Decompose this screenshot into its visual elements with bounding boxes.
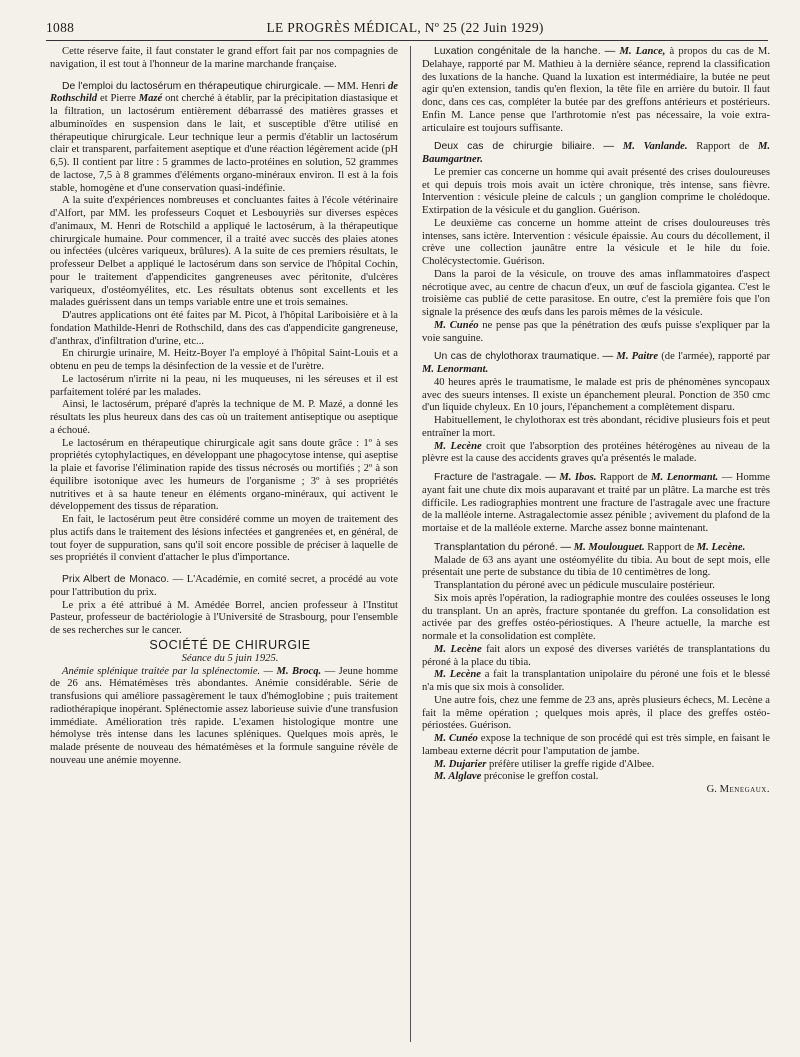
paragraph: Malade de 63 ans ayant une ostéomyélite du tibia. Au bout de sept mois, elle présentait une perte de substance du tibia de 10 centimètres de long. [422,554,770,579]
text: — Homme ayant fait une chute dix mois auparavant et traité par un plâtre. La marche est très difficile. Les radiographies montrent une fracture de l'astragale avec une fracture de la malléole interne. Astragalectomie assez pénible ; avivement du plafond de la mortaise et de la malléole externe. Marche assez bonne maintenant. [422,472,770,534]
paragraph [422,771,770,784]
running-title: LE PROGRÈS MÉDICAL, Nº 25 (22 Juin 1929) [266,20,544,35]
text: — Jeune homme de 26 ans. Hématémèses très abondantes. Anémie considérable. Série de transfusions qui améliore passagèrement le taux d'hémoglobine ; puis traitement radiothérapique inopérant. Splénectomie assez laborieuse suivie d'une transfusion immédiate. Amélioration très rapide. L'examen histologique montre une hémolyse très intense dans les lacunes spléniques. Quelques mois après, le malade présente de nouveau des hématémèses et la formule sanguine révèle de nouveau une anémie moyenne. [50,665,398,766]
text: et Pierre [97,93,139,105]
author-name: M. Lenormant. [422,364,489,375]
author-name: M. Baumgartner. [422,141,770,165]
article-biliaire [422,141,770,167]
paragraph: D'autres applications ont été faites par M. Picot, à l'hôpital Lariboisière et à la fondation Mathilde-Henri de Rothschild, dans des cas d'appendicite gangreneuse, d'anthrax, d'infiltration d'urine, etc... [50,310,398,347]
author-name: Mazé [138,93,163,105]
text: expose la technique de son procédé qui est très simple, en faisant le lambeau externe décrit pour l'amputation de jambe. [422,733,770,757]
article-heading: Prix Albert de Monaco. [62,574,170,585]
left-column [50,46,398,1046]
paragraph: Une autre fois, chez une femme de 23 ans, après plusieurs échecs, M. Lecène a fait la même opération ; quelques mois après, il place des greffes ostéo-périostées. Guérison. [422,694,770,732]
author-name: — M. Lance, [600,46,666,57]
author-name: — M. Paitre [599,351,659,363]
paragraph: Ainsi, le lactosérum, préparé d'après la technique de M. P. Mazé, a donné les résultats les plus heureux dans des cas où un traitement antiseptique ou aseptique a échoué. [50,399,398,436]
text: ne pense pas que la pénétration des œufs puisse s'expliquer par la voie sanguine. [422,319,770,344]
article-luxation [422,46,770,135]
paragraph: Le deuxième cas concerne un homme atteint de crises douloureuses très intenses, sans ictère. Intervention : vésicule épaissie. Au cours du décollement, il crève une collection jaunâtre entre la vésicule et le hile du foie. Cholécystectomie. Guérison. [422,217,770,267]
page-number: 1088 [46,20,75,35]
author-name: M. Lenormant. [651,472,719,483]
author-name: M. Lecène [434,643,482,655]
signature [422,784,770,797]
author-name: M. Cunéo [434,319,479,331]
paragraph [422,733,770,759]
article-heading: Un cas de chylothorax traumatique. [434,351,600,363]
article-anemie [50,666,398,768]
article-lactoserum [50,81,398,196]
article-astragale [422,472,770,536]
paragraph: En chirurgie urinaire, M. Heitz-Boyer l'a employé à l'hôpital Saint-Louis et a obtenu en peu de temps la désinfection de la vessie et de l'urètre. [50,348,398,372]
text: préconise le greffon costal. [481,771,599,783]
paragraph: Dans la paroi de la vésicule, on trouve des amas inflammatoires d'aspect nécrotique avec, au centre de chacun d'eux, un œuf de fasciola gigantea. C'est le troisième cas publié de cette parasitose. En outre, c'est la première fois que l'on signale la présence des œufs dans les parois mêmes de la vésicule. [422,268,770,318]
text: Rapport de [644,541,697,553]
author-name: M. Lecène. [696,541,746,553]
author-name: de Rothschild [50,80,398,105]
paragraph [422,759,770,772]
author-name: M. Lecène [434,440,482,452]
page-header [46,20,768,36]
text: Rapport de [596,472,652,483]
section-subtitle: Séance du 5 juin 1925. [181,652,279,664]
paragraph: Habituellement, le chylothorax est très abondant, récidive plusieurs fois et peut entraîner la mort. [422,415,770,439]
article-heading: Anémie splénique traitée par la splénectomie. — [62,665,274,677]
paragraph [422,441,770,467]
article-heading: Deux cas de chirurgie biliaire. [434,141,595,153]
text: a fait la transplantation unipolaire du péroné une fois et le blessé n'a mis que six mois à consolider. [422,669,770,693]
author-name: — M. Ibos. [541,472,597,483]
paragraph: Le lactosérum en thérapeutique chirurgicale agit sans doute grâce : 1º à ses propriétés cytophylactiques, en développant une phagocytose intense, qui aseptise la plaie et favorise l'élimination rapide des tissus nécrosés ou mortifiés ; 2º à son équilibre isotonique avec les humeurs de l'organisme ; 3º à ses propriétés nutritives et à sa haute teneur en éléments organo-minéraux, qui activent le développement des tissus de réparation. [50,437,398,513]
paragraph: Le prix a été attribué à M. Amédée Borrel, ancien professeur à l'Institut Pasteur, professeur de bactériologie à l'Université de Strasbourg, pour l'ensemble de ses recherches sur le cancer. [50,599,398,636]
author-name: M. Cunéo [434,733,478,744]
paragraph: Le lactosérum n'irrite ni la peau, ni les muqueuses, ni les séreuses et il est parfaitement toléré par les malades. [50,373,398,398]
paragraph: A la suite d'expériences nombreuses et concluantes faites à l'école vétérinaire d'Alfort, par MM. les professeurs Coquet et Lesbouyriès sur diverses espèces d'animaux, M. Henri de Rotschild a appliqué le lactosérum, à la thérapeutique chirurgicale humaine. Pour commencer, il a traité avec succès des plaies atones ou infectées (ulcères variqueux, brûlures). A la suite de ces premiers résultats, le professeur Delbet a appliqué le lactosérum dans son service de l'hôpital Cochin, pour le traitement d'appendicites gangreneuses avec péritonite, d'ulcères variqueux, d'ostéomyélites, etc. Les résultats obtenus sont excellents et les malades guérissent dans un temps variable entre une et trois semaines. [50,195,398,309]
author-name: M. Lecène [434,669,481,681]
article-heading: Fracture de l'astragale. [434,472,542,483]
author-name: — M. Moulouguet. [557,541,645,553]
text: préfère utiliser la greffe rigide d'Albee. [486,758,655,770]
article-chylothorax [422,351,770,377]
paragraph: Six mois après l'opération, la radiographie montre des coulées osseuses le long du transplant. Un an après, fracture spontanée du greffon. La consolidation est activée par des greffes ostéo-périostiques. A l'heure actuelle, la marche est normale et la consolidation est complète. [422,592,770,642]
article-heading: Luxation congénitale de la hanche. [434,46,601,57]
paragraph: 40 heures après le traumatisme, le malade est pris de phénomènes syncopaux avec des sueurs intenses. Il existe un épanchement pleural. Ponction de 350 cmc d'un liquide chyleux. En 10 jours, l'épanchement a complètement disparu. [422,376,770,414]
right-column [422,46,770,1046]
section-title: SOCIÉTÉ DE CHIRURGIE [149,637,311,652]
paragraph: Transplantation du péroné avec un pédicule musculaire postérieur. [434,580,715,591]
text: fait alors un exposé des diverses variétés de transplantations du péroné à la place du tibia. [422,643,770,668]
paragraph: Cette réserve faite, il faut constater le grand effort fait par nos compagnies de navigation, il est tout à l'honneur de la marine marchande française. [50,46,398,70]
text: Rapport de [687,141,758,153]
text: MM. Henri [334,80,388,92]
text: à propos du cas de M. Delahaye, rapporté par M. Mathieu à la dernière séance, reprend la classification des luxations de la hanche. Quand la luxation est intermédiaire, la butée ne peut agir qu'en extension, tandis qu'en flexion, la tête file en arrière du butoir. Il faut donc, dans ces cas, compléter la butée par des greffons antérieurs et postérieurs. Enfin M. Lance pense que l'arthrotomie n'est pas nécessaire, la voie extra-articulaire est toujours suffisante. [422,46,770,134]
author-name: M. Brocq. [273,665,322,677]
author-name: M. Dujarier [434,758,487,770]
text: (de l'armée), rapporté par [658,351,770,363]
signature-name: Menegaux. [719,784,770,795]
paragraph: Le premier cas concerne un homme qui avait présenté des crises douloureuses et qui depuis trois mois avait un ictère chronique, très intense, sans fièvre. Intervention : vésicule pleine de calculs ; un ganglion comprime le cholédoque. Extirpation de la vésicule et du ganglion. Guérison. [422,166,770,216]
author-name: — M. Vanlande. [594,141,688,153]
text: croit que l'absorption des protéines hétérogènes au niveau de la plèvre est la cause des accidents graves qu'a présentés le malade. [422,440,770,465]
paragraph [422,644,770,670]
paragraph: En fait, le lactosérum peut être considéré comme un moyen de traitement des plus actifs dans le traitement des lésions infectées et gangrenées et, en général, de tout foyer de suppuration, sans qu'il soit encore possible de préciser à laquelle de ses propriétés il convient d'attacher le plus d'importance. [50,514,398,564]
column-divider [410,46,411,1042]
author-name: M. Alglave [434,771,482,783]
article-heading: De l'emploi du lactosérum en thérapeutique chirurgicale. — [62,80,335,92]
header-rule [46,40,768,41]
article-heading: Transplantation du péroné. [434,541,558,553]
article-perone [422,542,770,555]
signature-initial: G. [706,784,720,795]
text: — L'Académie, en comité secret, a procédé au vote pour l'attribution du prix. [50,574,398,598]
paragraph [422,320,770,346]
text: ont cherché à établir, par la précipitation diastasique et la filtration, un lactosérum entièrement débarrassé des matières grasses et albuminoïdes en suspension dans le lait, et susceptible d'être utilisé en thérapeutique chirurgicale. Leur technique leur a permis d'établir un lactosérum clair et transparent, parfaitement aseptique et d'une réaction légèrement acide (pH 6,5). Il contient par litre : 5 grammes de lacto-protéines en solution, 52 grammes de lactose, 7,5 à 8 grammes d'éléments organo-minéraux environ. Il est à la fois stable, homogène et d'une conservation quasi-indéfinie. [50,93,398,194]
paragraph [422,669,770,695]
article-prix-monaco [50,574,398,600]
